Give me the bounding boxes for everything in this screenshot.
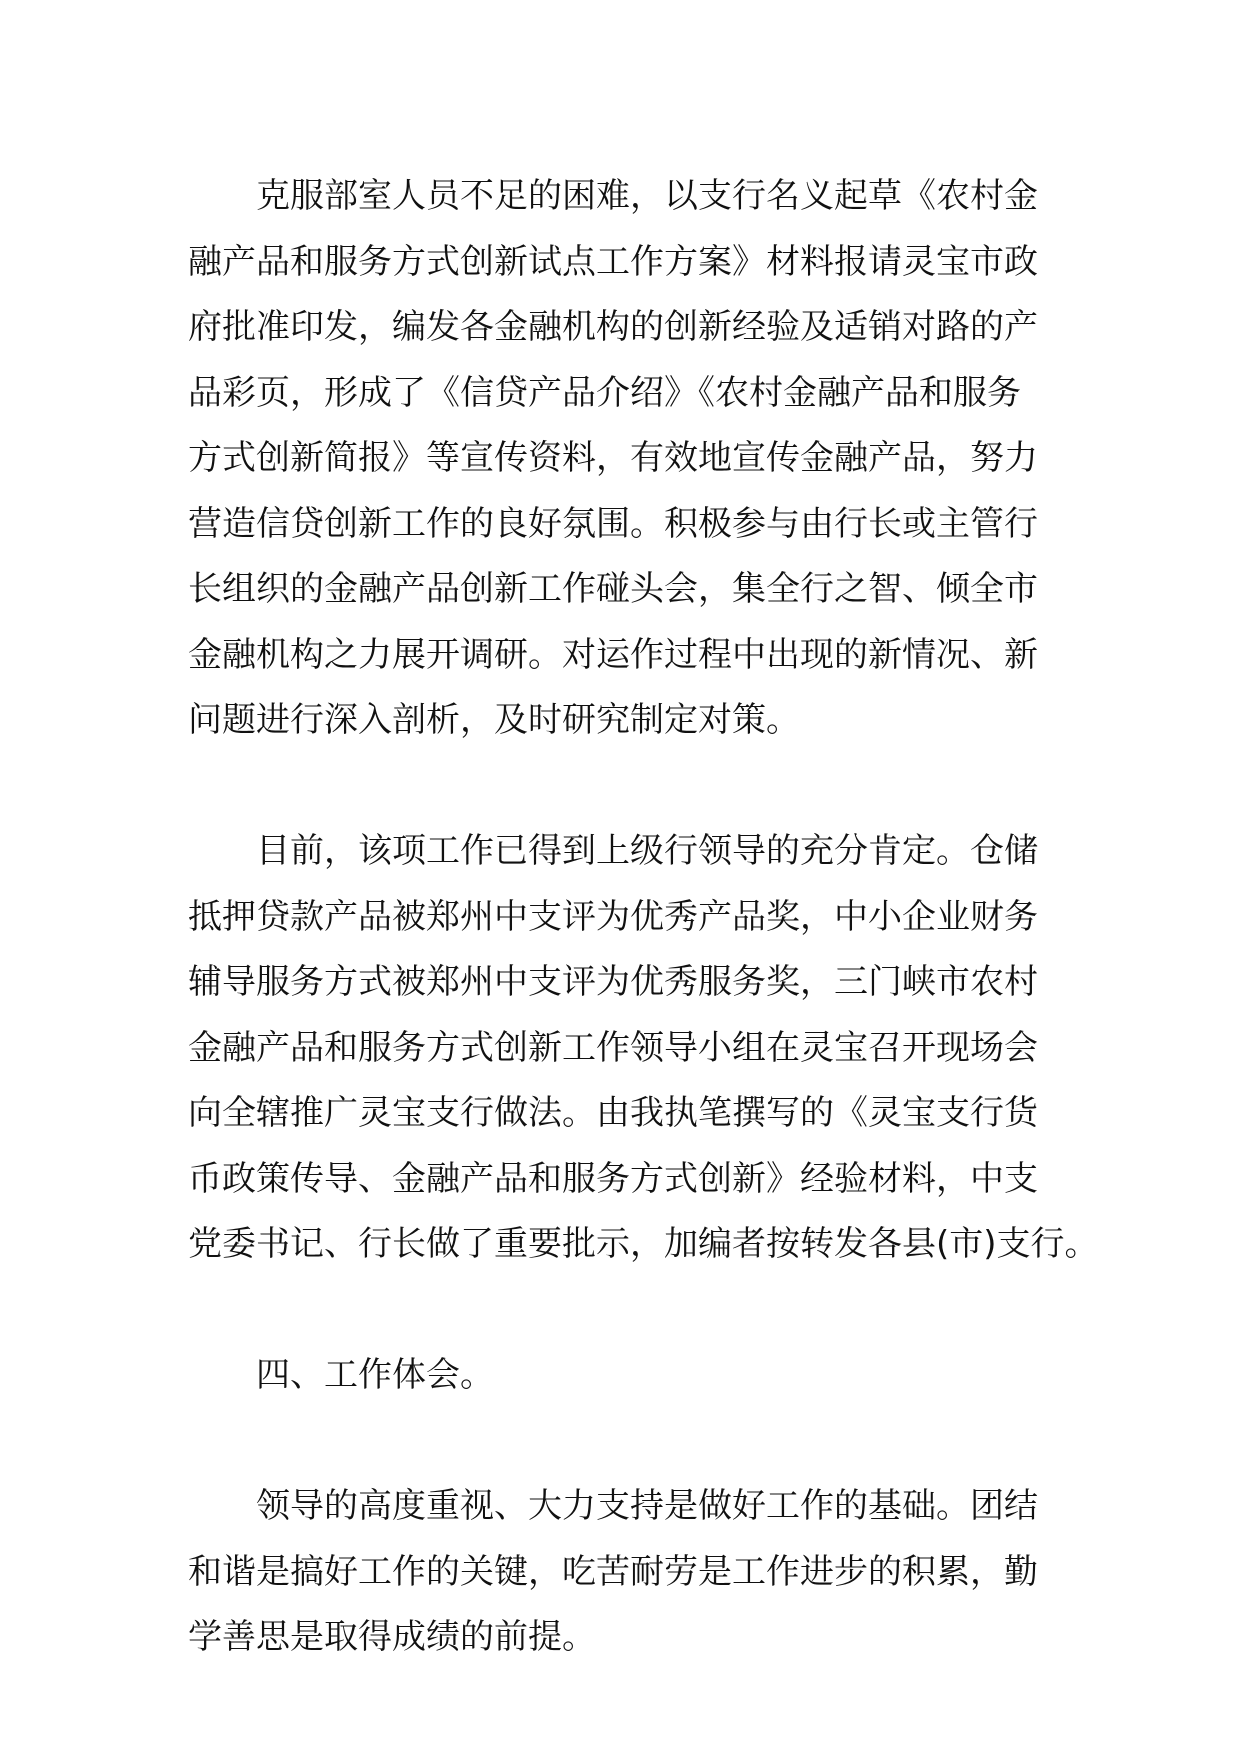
- section-heading-work-experience: [188, 1343, 1060, 1409]
- text-line: 和谐是搞好工作的关键，吃苦耐劳是工作进步的积累，勤: [188, 1551, 1038, 1592]
- paragraph-spacing: [188, 754, 1060, 820]
- paragraph-experience: [188, 1474, 1060, 1671]
- paragraph-spacing: [188, 1278, 1060, 1344]
- document-body: [188, 164, 1099, 1671]
- section-heading: 四、工作体会。: [256, 1355, 494, 1395]
- text-line: 问题进行深入剖析，及时研究制定对策。: [188, 700, 800, 740]
- text-line: 辅导服务方式被郑州中支评为优秀服务奖，三门峡市农村: [188, 962, 1038, 1002]
- text-line: 金融产品和服务方式创新工作领导小组在灵宝召开现场会: [188, 1027, 1038, 1068]
- text-line: 学善思是取得成绩的前提。: [188, 1617, 596, 1657]
- text-line: 抵押贷款产品被郑州中支评为优秀产品奖，中小企业财务: [188, 896, 1038, 937]
- text-line: 领导的高度重视、大力支持是做好工作的基础。团结: [256, 1486, 1038, 1526]
- text-line: 金融机构之力展开调研。对运作过程中出现的新情况、新: [188, 634, 1038, 675]
- text-line: 融产品和服务方式创新试点工作方案》材料报请灵宝市政: [188, 241, 1038, 282]
- text-line: 币政策传导、金融产品和服务方式创新》经验材料，中支: [188, 1158, 1038, 1199]
- text-line: 品彩页，形成了《信贷产品介绍》《农村金融产品和服务: [188, 372, 1021, 413]
- paragraph-promotion-work: [188, 164, 1060, 754]
- text-line: 目前，该项工作已得到上级行领导的充分肯定。仓储: [256, 831, 1038, 871]
- text-line: 长组织的金融产品创新工作碰头会，集全行之智、倾全市: [188, 569, 1038, 609]
- text-line: 方式创新简报》等宣传资料，有效地宣传金融产品，努力: [188, 438, 1038, 478]
- paragraph-achievements: [188, 819, 1099, 1278]
- paragraph-spacing: [188, 1409, 1060, 1475]
- text-line: 府批准印发，编发各金融机构的创新经验及适销对路的产: [188, 307, 1038, 347]
- text-line: 克服部室人员不足的困难，以支行名义起草《农村金: [256, 176, 1038, 216]
- text-line: 营造信贷创新工作的良好氛围。积极参与由行长或主管行: [188, 503, 1038, 544]
- text-line: 向全辖推广灵宝支行做法。由我执笔撰写的《灵宝支行货: [188, 1093, 1038, 1133]
- text-line: 党委书记、行长做了重要批示，加编者按转发各县(市)支行。: [188, 1224, 1099, 1264]
